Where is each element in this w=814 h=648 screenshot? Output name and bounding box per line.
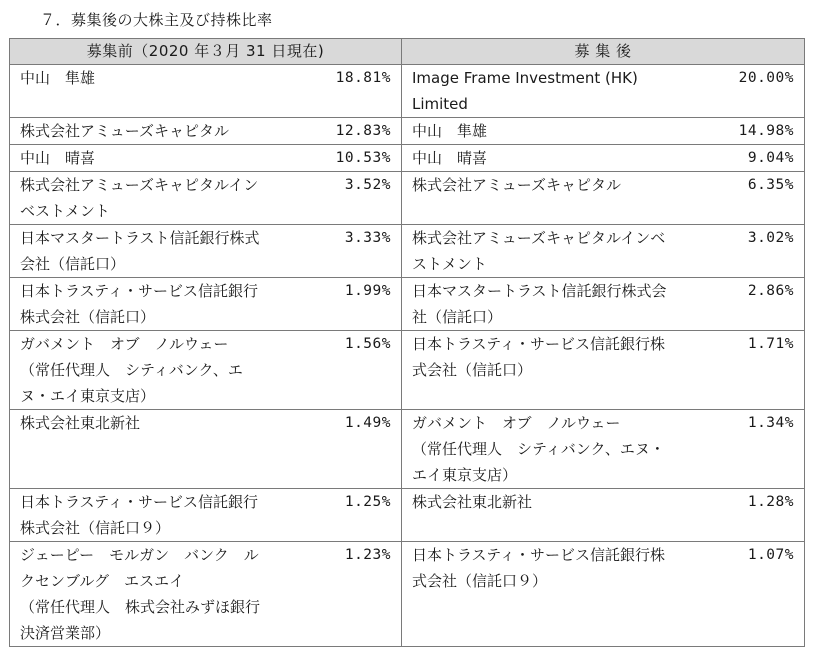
after-cell bbox=[402, 542, 805, 647]
before-cell bbox=[10, 225, 402, 278]
after-holder-name: ガバメント オブ ノルウェー （常任代理人 シティバンク、エヌ・ エイ東京支店） bbox=[412, 414, 665, 484]
after-holding-ratio: 14.98% bbox=[738, 123, 794, 139]
table-row bbox=[10, 542, 805, 647]
table-row bbox=[10, 489, 805, 542]
before-holding-ratio: 1.99% bbox=[344, 283, 391, 299]
after-holder-name: 日本マスタートラスト信託銀行株式会 社（信託口） bbox=[412, 282, 667, 326]
after-holding-ratio: 2.86% bbox=[747, 283, 794, 299]
before-holding-ratio: 12.83% bbox=[335, 123, 391, 139]
table-row bbox=[10, 410, 805, 489]
before-cell bbox=[10, 172, 402, 225]
before-cell bbox=[10, 542, 402, 647]
section-title: ７．募集後の大株主及び持株比率 bbox=[40, 11, 273, 29]
shareholders-table bbox=[9, 38, 805, 647]
after-holding-ratio: 1.28% bbox=[747, 494, 794, 510]
after-cell bbox=[402, 145, 805, 172]
before-holding-ratio: 1.23% bbox=[344, 547, 391, 563]
after-holding-ratio: 3.02% bbox=[747, 230, 794, 246]
before-holder-name: ガバメント オブ ノルウェー （常任代理人 シティバンク、エ ヌ・エイ東京支店） bbox=[20, 335, 243, 405]
after-cell bbox=[402, 65, 805, 118]
before-cell bbox=[10, 410, 402, 489]
before-holding-ratio: 1.25% bbox=[344, 494, 391, 510]
before-cell bbox=[10, 65, 402, 118]
after-holder-name: 株式会社アミューズキャピタルインベ ストメント bbox=[412, 229, 666, 273]
before-holder-name: 中山 晴喜 bbox=[20, 149, 96, 167]
before-holder-name: 株式会社東北新社 bbox=[20, 414, 141, 432]
after-cell bbox=[402, 172, 805, 225]
after-holder-name: 日本トラスティ・サービス信託銀行株 式会社（信託口） bbox=[412, 335, 666, 379]
before-holder-name: 日本トラスティ・サービス信託銀行 株式会社（信託口） bbox=[20, 282, 259, 326]
header-before: 募集前（2020 年３月 31 日現在) bbox=[10, 39, 402, 65]
after-holder-name: Image Frame Investment (HK) Limited bbox=[412, 69, 638, 113]
after-holder-name: 日本トラスティ・サービス信託銀行株 式会社（信託口９） bbox=[412, 546, 666, 590]
table-row bbox=[10, 278, 805, 331]
table-row bbox=[10, 65, 805, 118]
after-holding-ratio: 20.00% bbox=[738, 70, 794, 86]
after-holder-name: 株式会社アミューズキャピタル bbox=[412, 176, 621, 194]
after-holding-ratio: 6.35% bbox=[747, 177, 794, 193]
after-cell bbox=[402, 489, 805, 542]
before-cell bbox=[10, 145, 402, 172]
before-holding-ratio: 3.52% bbox=[344, 177, 391, 193]
after-cell bbox=[402, 225, 805, 278]
before-holder-name: 中山 隼雄 bbox=[20, 69, 96, 87]
header-after: 募 集 後 bbox=[402, 39, 805, 65]
after-holding-ratio: 9.04% bbox=[747, 150, 794, 166]
before-cell bbox=[10, 489, 402, 542]
table-body bbox=[10, 65, 805, 647]
before-holder-name: 株式会社アミューズキャピタルイン ベストメント bbox=[20, 176, 259, 220]
before-holding-ratio: 10.53% bbox=[335, 150, 391, 166]
table-header-row bbox=[10, 39, 805, 65]
before-holder-name: 株式会社アミューズキャピタル bbox=[20, 122, 229, 140]
table-row bbox=[10, 118, 805, 145]
before-holder-name: 日本トラスティ・サービス信託銀行 株式会社（信託口９） bbox=[20, 493, 259, 537]
after-holding-ratio: 1.34% bbox=[747, 415, 794, 431]
before-holder-name: ジェーピー モルガン バンク ル クセンブルグ エスエイ （常任代理人 株式会社みずほ銀行 決済営業部） bbox=[20, 546, 261, 642]
table-row bbox=[10, 172, 805, 225]
after-holder-name: 株式会社東北新社 bbox=[412, 493, 533, 511]
after-cell bbox=[402, 118, 805, 145]
before-cell bbox=[10, 118, 402, 145]
after-cell bbox=[402, 331, 805, 410]
after-cell bbox=[402, 278, 805, 331]
before-holding-ratio: 1.49% bbox=[344, 415, 391, 431]
after-holder-name: 中山 晴喜 bbox=[412, 149, 488, 167]
before-holding-ratio: 18.81% bbox=[335, 70, 391, 86]
before-holding-ratio: 1.56% bbox=[344, 336, 391, 352]
before-holder-name: 日本マスタートラスト信託銀行株式 会社（信託口） bbox=[20, 229, 260, 273]
table-row bbox=[10, 145, 805, 172]
before-cell bbox=[10, 331, 402, 410]
after-cell bbox=[402, 410, 805, 489]
after-holder-name: 中山 隼雄 bbox=[412, 122, 488, 140]
after-holding-ratio: 1.71% bbox=[747, 336, 794, 352]
table-row bbox=[10, 225, 805, 278]
table-row bbox=[10, 331, 805, 410]
before-cell bbox=[10, 278, 402, 331]
after-holding-ratio: 1.07% bbox=[747, 547, 794, 563]
before-holding-ratio: 3.33% bbox=[344, 230, 391, 246]
